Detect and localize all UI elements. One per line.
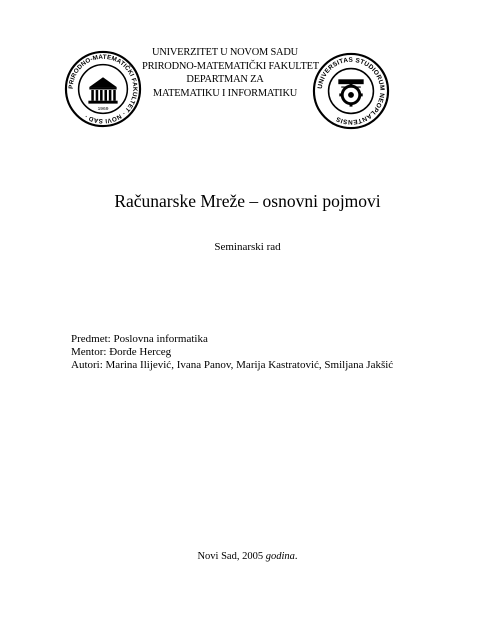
footer-word: godina [265,551,295,562]
document-meta [71,333,393,372]
header-department: DEPARTMAN ZA [186,74,264,85]
university-seal-icon [312,52,390,130]
faculty-seal-icon [64,50,142,128]
institution-header [142,46,319,100]
meta-authors: Autori: Marina Ilijević, Ivana Panov, Marija Kastratović, Smiljana Jakšić [71,359,394,371]
university-seal-svg [312,52,390,130]
seal-ring-text: UNIVERSITAS STUDIORUM NEOPLANTENSIS [316,56,386,126]
seal-ring-text: PRIRODNO-MATEMATIČKI FAKULTET · NOVI SAD · [67,53,139,125]
header-department-name: MATEMATIKU I INFORMATIKU [152,87,298,99]
faculty-seal-svg [64,50,142,128]
document-title: Računarske Mreže – osnovni pojmovi [114,191,381,211]
header-university: UNIVERZITET U NOVOM SADU [152,47,298,58]
meta-subject: Predmet: Poslovna informatika [71,333,208,345]
document-footer [0,550,495,564]
document-subtitle: Seminarski rad [214,241,281,253]
meta-mentor: Mentor: Đorđe Herceg [71,346,172,358]
footer-place-year: Novi Sad, 2005 [197,551,266,562]
footer-period: . [294,551,298,562]
seal-year: 1969 [97,106,109,112]
header-faculty: PRIRODNO-MATEMATIČKI FAKULTET [142,60,319,72]
